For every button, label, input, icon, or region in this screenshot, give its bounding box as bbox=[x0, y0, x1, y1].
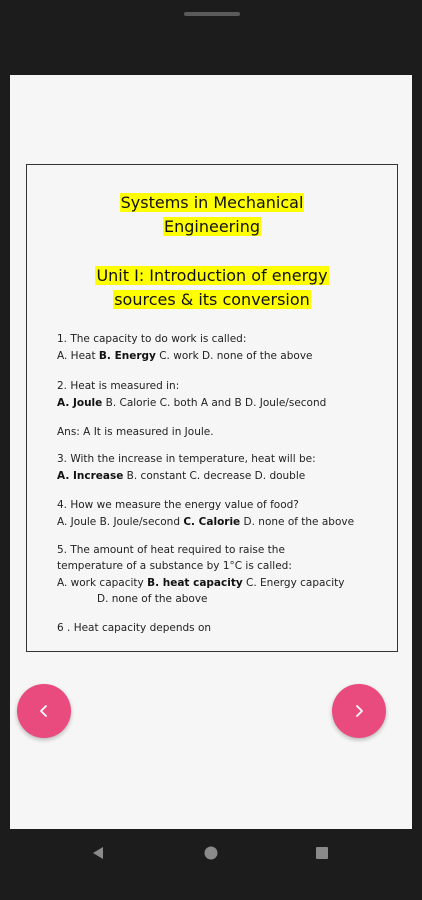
chevron-right-icon bbox=[352, 704, 366, 718]
title-line-2: Engineering bbox=[164, 217, 260, 236]
question-4: 4. How we measure the energy value of food? bbox=[57, 499, 299, 511]
speaker-notch bbox=[184, 12, 240, 16]
question-5-line-1: 5. The amount of heat required to raise the bbox=[57, 544, 285, 556]
question-1-answer: B. Energy bbox=[98, 350, 156, 362]
document-page bbox=[26, 164, 398, 652]
next-page-button[interactable] bbox=[332, 684, 386, 738]
home-circle-icon[interactable] bbox=[203, 845, 219, 861]
question-5-answer: B. heat capacity bbox=[147, 577, 243, 589]
title-line-1: Systems in Mechanical bbox=[120, 193, 304, 212]
question-3-options: A. Increase B. constant C. decrease D. double bbox=[57, 470, 306, 482]
question-5-options: A. work capacity B. heat capacity C. Energy capacity bbox=[57, 577, 345, 589]
question-5-options-line-2: D. none of the above bbox=[97, 593, 208, 605]
question-1-options: A. Heat B. Energy C. work D. none of the above bbox=[57, 350, 313, 362]
unit-line-2: sources & its conversion bbox=[114, 290, 310, 309]
chevron-left-icon bbox=[37, 704, 51, 718]
unit-title bbox=[27, 264, 397, 312]
back-triangle-icon[interactable] bbox=[90, 845, 106, 861]
question-4-answer: C. Calorie bbox=[183, 516, 241, 528]
unit-line-1: Unit I: Introduction of energy bbox=[96, 266, 328, 285]
question-4-options: A. Joule B. Joule/second C. Calorie D. none of the above bbox=[57, 516, 355, 528]
recents-square-icon[interactable] bbox=[314, 845, 330, 861]
question-3: 3. With the increase in temperature, heat will be: bbox=[57, 453, 316, 465]
previous-page-button[interactable] bbox=[17, 684, 71, 738]
question-3-answer: A. Increase bbox=[57, 470, 124, 482]
question-2: 2. Heat is measured in: bbox=[57, 380, 180, 392]
document-title bbox=[27, 191, 397, 239]
question-6: 6 . Heat capacity depends on bbox=[57, 622, 212, 634]
question-5-line-2: temperature of a substance by 1°C is called: bbox=[57, 560, 292, 572]
status-bar bbox=[0, 0, 422, 75]
question-2-answer: A. Joule bbox=[57, 397, 103, 409]
question-2-options: A. Joule B. Calorie C. both A and B D. Joule/second bbox=[57, 397, 327, 409]
answer-note: Ans: A It is measured in Joule. bbox=[57, 426, 214, 438]
question-1: 1. The capacity to do work is called: bbox=[57, 333, 247, 345]
system-navigation-bar bbox=[0, 829, 422, 900]
